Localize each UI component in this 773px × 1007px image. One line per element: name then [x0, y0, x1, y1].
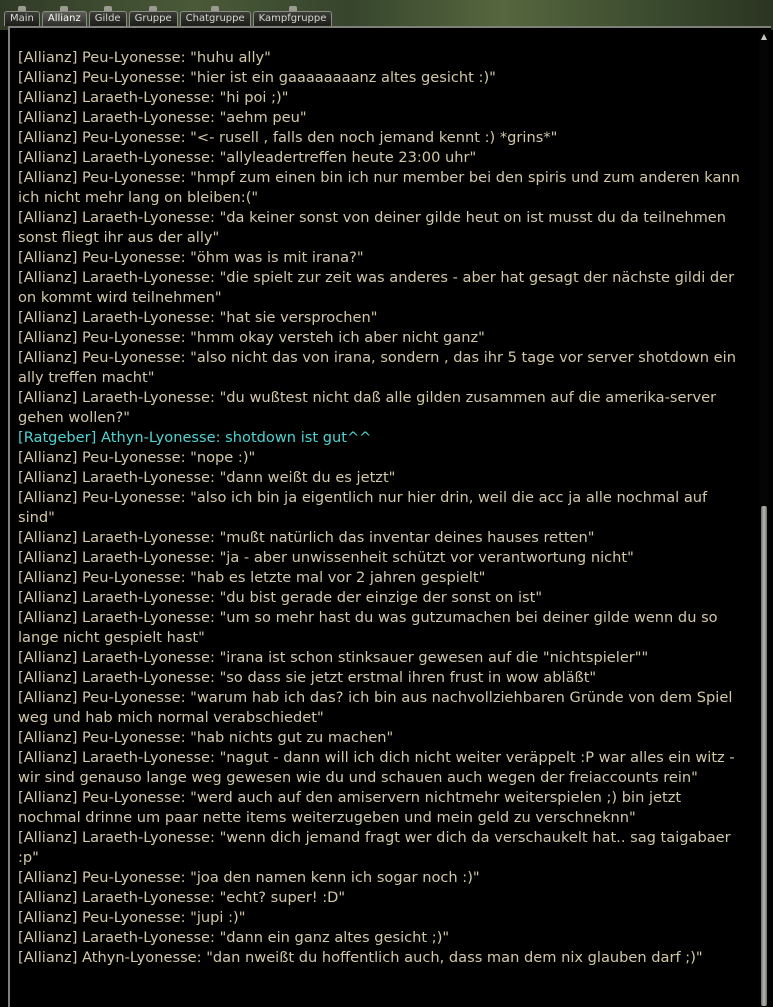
chat-line: [Allianz] Peu-Lyonesse: "joa den namen kenn ich sogar noch :)" [18, 869, 480, 886]
tab-label: Gruppe [134, 13, 172, 24]
chat-line: [Allianz] Laraeth-Lyonesse: "aehm peu" [18, 109, 307, 126]
chat-line: [Allianz] Laraeth-Lyonesse: "so dass sie jetzt erstmal ihren frust in wow abläßt" [18, 669, 597, 686]
chat-line: [Allianz] Peu-Lyonesse: "jupi :)" [18, 909, 246, 926]
chat-line: [Ratgeber] Athyn-Lyonesse: shotdown ist gut^^ [18, 429, 372, 446]
chat-line: [Allianz] Laraeth-Lyonesse: "ja - aber unwissenheit schützt vor verantwortung nicht" [18, 549, 634, 566]
chat-line: [Allianz] Peu-Lyonesse: "<- rusell , falls den noch jemand kennt :) *grins*" [18, 129, 558, 146]
chat-line: [Allianz] Peu-Lyonesse: "warum hab ich das? ich bin aus nachvollziehbaren Gründe von dem Spiel weg und hab mich normal verabschiedet" [18, 689, 733, 726]
tab-label: Kampfgruppe [258, 13, 327, 24]
tab-knob [289, 6, 297, 11]
chat-line: [Allianz] Peu-Lyonesse: "hab nichts gut zu machen" [18, 729, 394, 746]
tab-chatgruppe[interactable] [180, 11, 251, 26]
tab-gilde[interactable] [89, 11, 127, 26]
chat-tab-bar [4, 6, 332, 26]
chat-line: [Allianz] Laraeth-Lyonesse: "um so mehr hast du was gutzumachen bei deiner gilde wenn du so lange nicht gespielt hast" [18, 609, 718, 646]
chat-line: [Allianz] Peu-Lyonesse: "huhu ally" [18, 49, 271, 66]
chat-line: [Allianz] Peu-Lyonesse: "also ich bin ja eigentlich nur hier drin, weil die acc ja alle nochmal auf sind" [18, 489, 708, 526]
scroll-thumb[interactable] [761, 506, 767, 1006]
chat-line: [Allianz] Laraeth-Lyonesse: "nagut - dann will ich dich nicht weiter veräppelt :P war alles ein witz - wir sind genauso lange weg gewesen wie du und schauen auch wegen der freiaccounts rein" [18, 749, 735, 786]
tab-knob [149, 6, 157, 11]
chat-line: [Allianz] Laraeth-Lyonesse: "dann weißt du es jetzt" [18, 469, 396, 486]
chat-line: [Allianz] Peu-Lyonesse: "hmm okay versteh ich aber nicht ganz" [18, 329, 485, 346]
tab-label: Chatgruppe [185, 13, 245, 24]
tab-knob [211, 6, 219, 11]
tab-knob [60, 6, 68, 11]
tab-label: Gilde [94, 13, 121, 24]
chat-line: [Allianz] Laraeth-Lyonesse: "allyleadertreffen heute 23:00 uhr" [18, 149, 477, 166]
chat-line: [Allianz] Laraeth-Lyonesse: "irana ist schon stinksauer gewesen auf die "nichtspieler"" [18, 649, 649, 666]
triangle-up-icon[interactable]: ▲ [760, 32, 768, 41]
tab-allianz[interactable] [42, 11, 87, 26]
chat-line: [Allianz] Laraeth-Lyonesse: "wenn dich jemand fragt wer dich da verschaukelt hat.. sag taigabaer :p" [18, 829, 731, 866]
chat-line: [Allianz] Peu-Lyonesse: "hier ist ein gaaaaaaaanz altes gesicht :)" [18, 69, 496, 86]
tab-label: Allianz [47, 13, 81, 24]
chat-line: [Allianz] Peu-Lyonesse: "hmpf zum einen bin ich nur member bei den spiris und zum anderen kann ich nicht mehr lang on bleiben:(" [18, 169, 740, 206]
chat-line: [Allianz] Laraeth-Lyonesse: "mußt natürlich das inventar deines hauses retten" [18, 529, 595, 546]
tab-gruppe[interactable] [129, 11, 178, 26]
chat-line: [Allianz] Athyn-Lyonesse: "dan nweißt du hoffentlich auch, dass man dem nix glauben darf ;)" [18, 949, 703, 966]
chat-line: [Allianz] Peu-Lyonesse: "nope :)" [18, 449, 256, 466]
chat-line: [Allianz] Laraeth-Lyonesse: "echt? super! :D" [18, 889, 346, 906]
tab-knob [104, 6, 112, 11]
chat-line: [Allianz] Laraeth-Lyonesse: "hat sie versprochen" [18, 309, 378, 326]
tab-label: Main [10, 13, 34, 24]
chat-line: [Allianz] Laraeth-Lyonesse: "dann ein ganz altes gesicht ;)" [18, 929, 450, 946]
chat-line: [Allianz] Peu-Lyonesse: "also nicht das von irana, sondern , das ihr 5 tage vor server shotdown ein ally treffen macht" [18, 349, 736, 386]
tab-kampfgruppe[interactable] [253, 11, 333, 26]
chat-line: [Allianz] Laraeth-Lyonesse: "du wußtest nicht daß alle gilden zusammen auf die amerika-server gehen wollen?" [18, 389, 717, 426]
chat-line: [Allianz] Peu-Lyonesse: "öhm was is mit irana?" [18, 249, 364, 266]
scrollbar[interactable] [759, 32, 769, 1007]
chat-line: [Allianz] Peu-Lyonesse: "werd auch auf den amiservern nichtmehr weiterspielen ;) bin jetzt nochmal drinne um paar nette items weiterzugeben und mein geld zu verschneknn" [18, 789, 682, 826]
chat-window [8, 26, 771, 1007]
chat-line: [Allianz] Peu-Lyonesse: "hab es letzte mal vor 2 jahren gespielt" [18, 569, 486, 586]
tab-main[interactable] [4, 11, 40, 26]
chat-log [18, 48, 748, 1007]
chat-line: [Allianz] Laraeth-Lyonesse: "du bist gerade der einzige der sonst on ist" [18, 589, 543, 606]
chat-line: [Allianz] Laraeth-Lyonesse: "da keiner sonst von deiner gilde heut on ist musst du da teilnehmen sonst fliegt ihr aus der ally" [18, 209, 727, 246]
tab-knob [18, 6, 26, 11]
chat-line: [Allianz] Laraeth-Lyonesse: "hi poi ;)" [18, 89, 289, 106]
chat-line: [Allianz] Laraeth-Lyonesse: "die spielt zur zeit was anderes - aber hat gesagt der nächste gildi der on kommt wird teilnehmen" [18, 269, 735, 306]
